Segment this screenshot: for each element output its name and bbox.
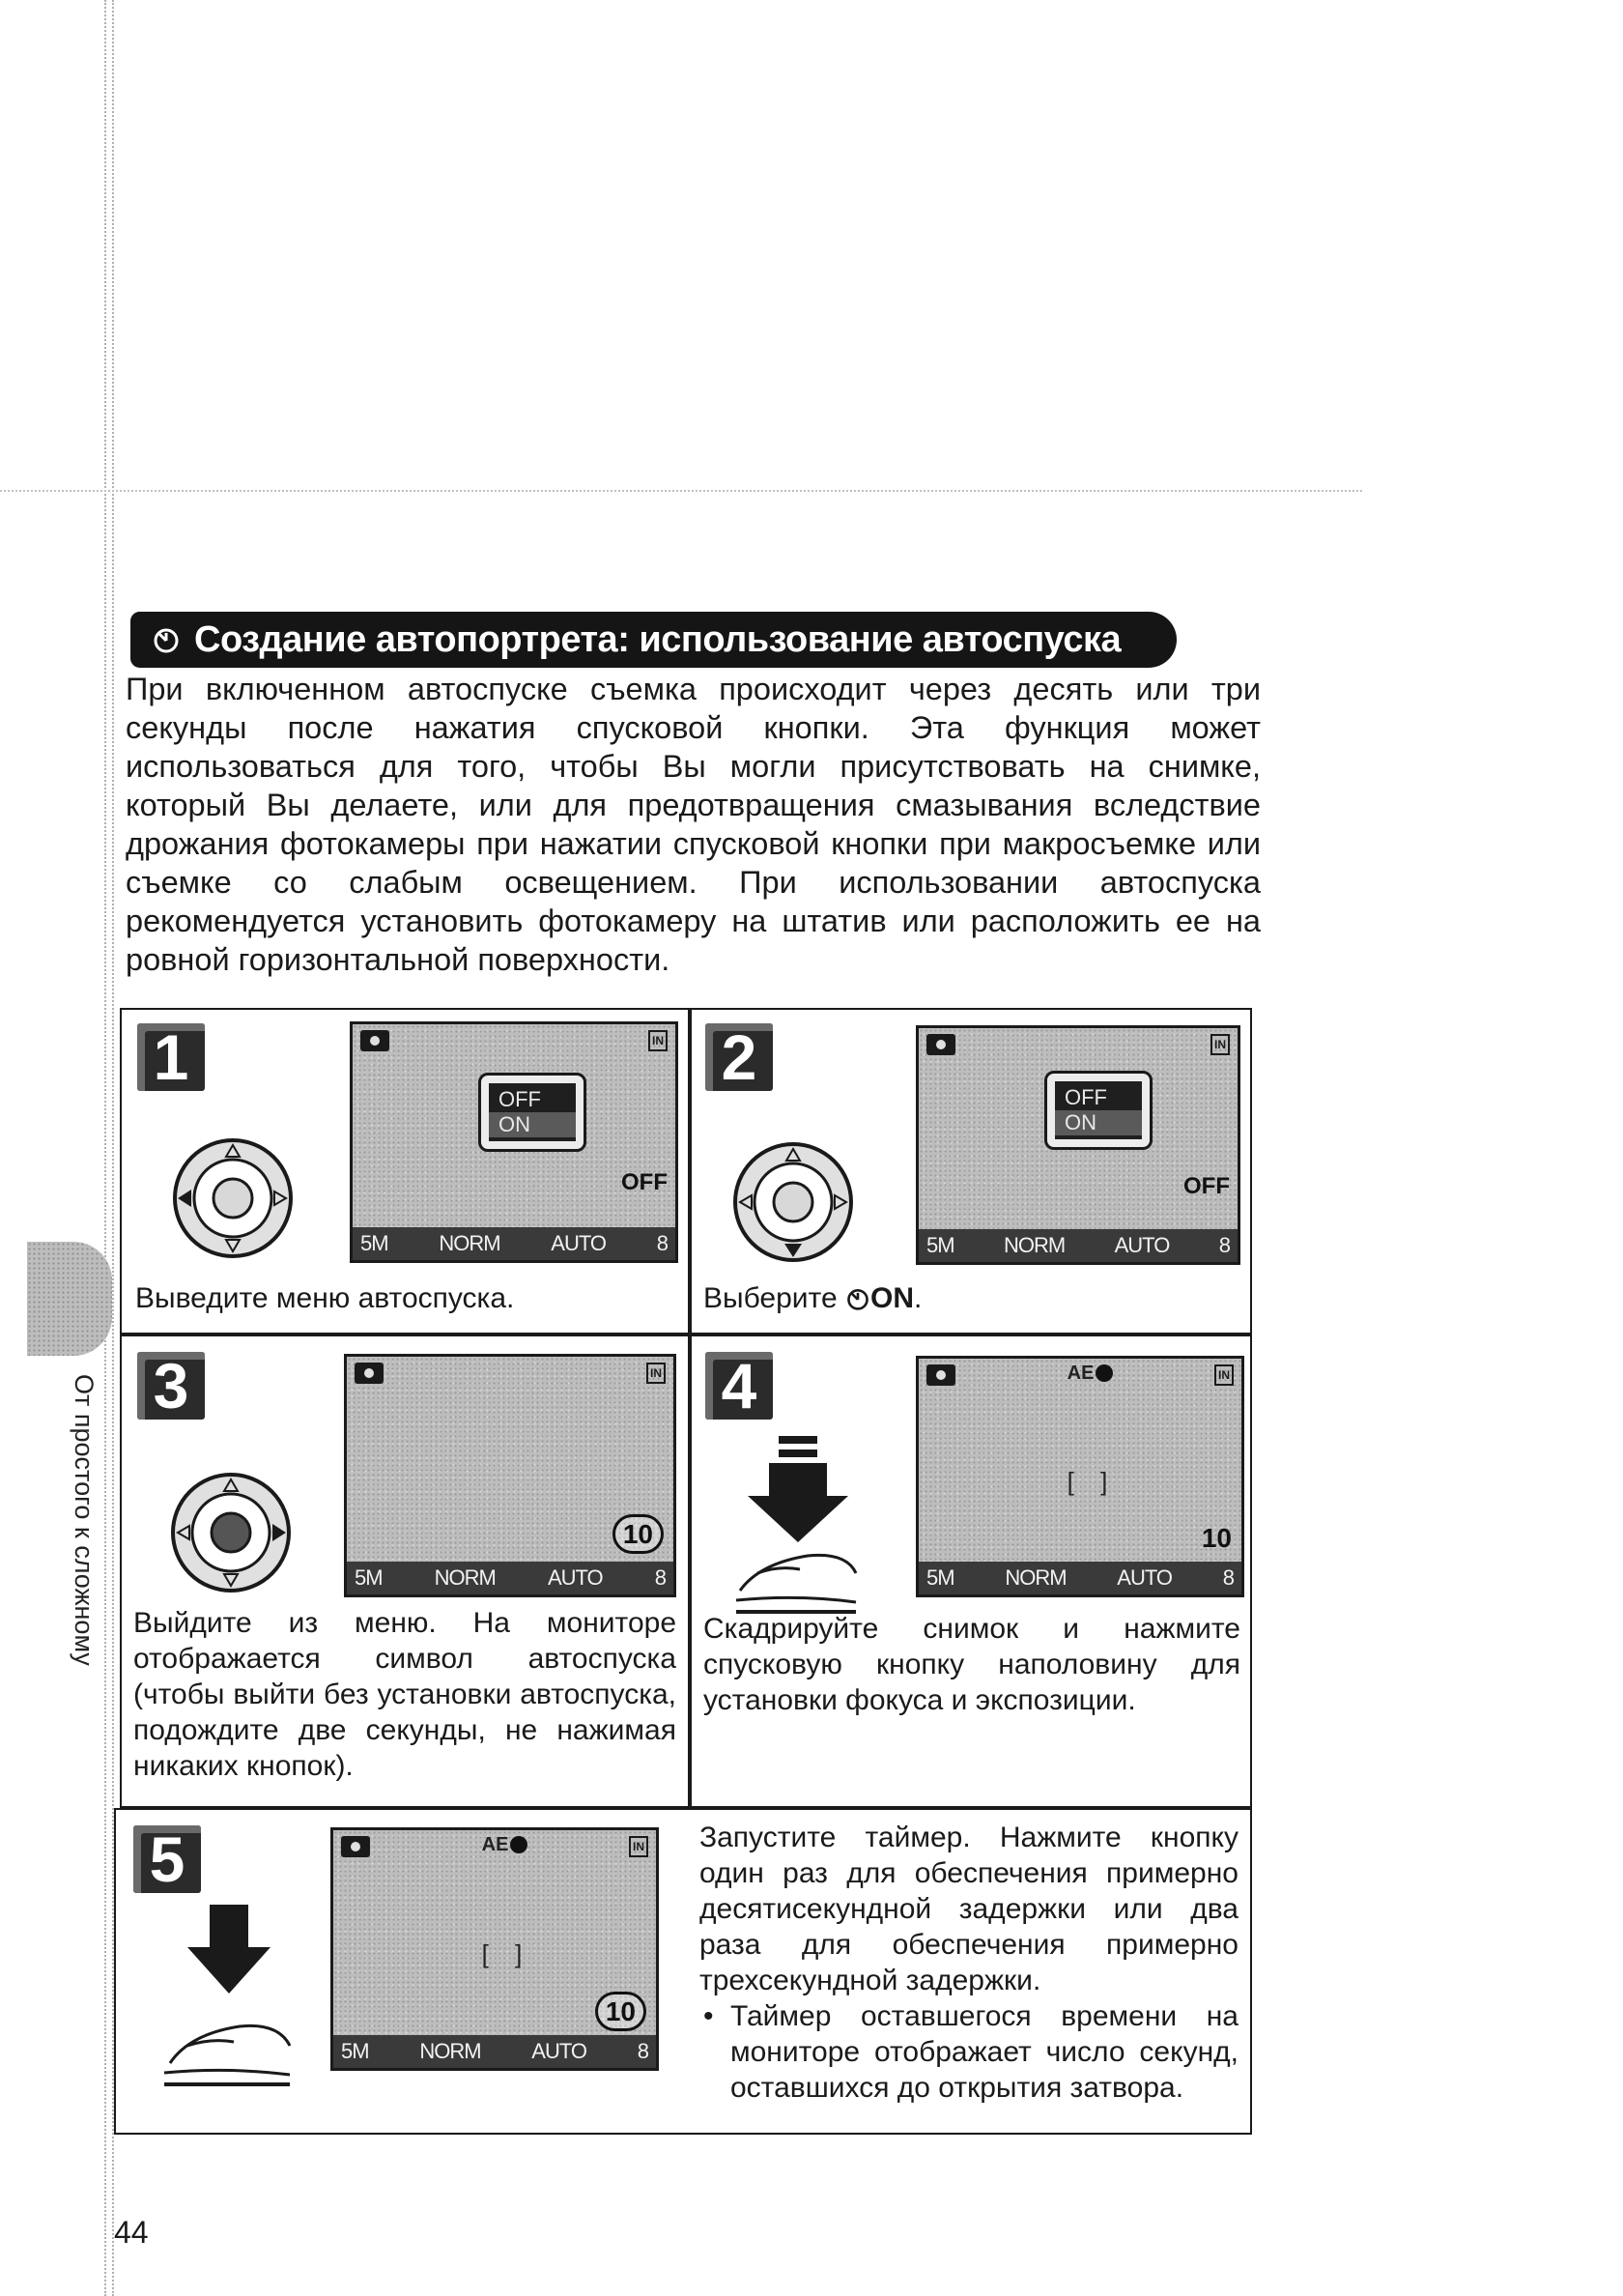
image-size: 5M [926,1233,954,1257]
step-5-text: Запустите таймер. Нажмите кнопку один раз для обеспечения примерно десятисекундной задержки или два раза для обеспечения примерно трехсекундной задержки. [699,1822,1239,1996]
step-5-bullet: • Таймер оставшегося времени на мониторе отображает число секунд, оставшихся до открытия затвора. [699,1998,1239,2106]
step-number: 4 [705,1352,773,1420]
status-bar [919,1229,1238,1262]
step-5-caption [699,1820,1239,2106]
status-bar [333,2035,656,2068]
self-timer-icon [845,1286,870,1311]
exposure-count: 8 [1222,1565,1234,1590]
step-3-panel [120,1335,690,1808]
camera-monitor [330,1827,659,2071]
camera-monitor [344,1354,676,1597]
status-bar [353,1227,675,1260]
exposure-count: 8 [637,2039,648,2063]
step-3-caption: Выйдите из меню. На мониторе отображается символ автоспуска (чтобы выйти без установки автоспуска, подождите две секунды, не нажимая никаких кнопок). [133,1607,676,1782]
focus-area: [ ] [1067,1467,1118,1497]
flash-mode: AUTO [1117,1565,1172,1590]
flash-mode: AUTO [547,1565,603,1590]
chapter-tab [27,1242,112,1356]
self-timer-indicator [612,1519,664,1550]
step-number: 5 [133,1825,201,1893]
flash-mode: AUTO [531,2039,586,2063]
multi-selector-left-icon [170,1135,296,1261]
crop-rule [0,490,1362,492]
internal-memory-icon: IN [646,1363,666,1384]
camera-monitor [916,1356,1244,1597]
camera-monitor [916,1025,1240,1265]
image-quality: NORM [1003,1233,1066,1257]
flash-mode: AUTO [551,1231,606,1255]
camera-mode-icon [926,1364,955,1386]
menu-option-off: OFF [1065,1085,1107,1109]
image-quality: NORM [419,2039,481,2063]
step-2-caption: Выберите ON. [703,1282,923,1314]
camera-mode-icon [355,1363,384,1384]
step-number: 3 [137,1352,205,1420]
camera-mode-icon [360,1030,389,1051]
camera-mode-icon [341,1836,370,1857]
step-number: 1 [137,1023,205,1091]
ae-lock-indicator: AE [1068,1363,1114,1385]
intro-paragraph: При включенном автоспуске съемка происходит через десять или три секунды после нажатия спусковой кнопки. Эта функция может использоваться для того, чтобы Вы могли присутствовать на снимке, который Вы делаете, или для предотвращения смазывания вследствие дрожания фотокамеры при нажатии спусковой кнопки при макросъемке или съемке со слабым освещением. При использовании автоспуска рекомендуется установить фотокамеру на штатив или расположить ее на ровной горизонтальной поверхности. [126,672,1261,977]
image-size: 5M [341,2039,369,2063]
menu-option-on: ON [1055,1110,1142,1135]
self-timer-off-icon: OFF [621,1169,668,1195]
exposure-count: 8 [656,1231,668,1255]
internal-memory-icon: IN [1214,1364,1234,1386]
multi-selector-right-icon [168,1470,294,1595]
step-2-panel [690,1008,1252,1335]
step-number: 2 [705,1023,773,1091]
timer-value: 10 [612,1514,664,1554]
step-1-caption: Выведите меню автоспуска. [135,1282,515,1314]
menu-option-off: OFF [498,1087,541,1111]
timer-value: 10 [595,1992,646,2031]
self-timer-indicator [595,1996,646,2027]
menu-option-on: ON [489,1112,576,1137]
page-number: 44 [114,2215,149,2250]
exposure-count: 8 [1218,1233,1230,1257]
step-5-panel [114,1808,1252,2135]
internal-memory-icon: IN [1210,1034,1230,1055]
chapter-label: От простого к сложному [70,1374,99,1666]
step-1-panel [120,1008,690,1335]
internal-memory-icon: IN [648,1030,668,1051]
exposure-count: 8 [654,1565,666,1590]
flash-mode: AUTO [1114,1233,1170,1257]
self-timer-off-icon: OFF [1183,1173,1230,1199]
self-timer-menu [478,1073,586,1152]
image-quality: NORM [434,1565,496,1590]
camera-monitor [350,1021,678,1263]
image-size: 5M [360,1231,388,1255]
section-title-bar [130,612,1177,668]
half-press-shutter-icon [730,1428,866,1622]
self-timer-indicator [1202,1523,1232,1554]
focus-area: [ ] [481,1939,532,1969]
image-size: 5M [926,1565,954,1590]
self-timer-menu [1044,1071,1153,1150]
step-4-panel [690,1335,1252,1808]
section-title: Создание автопортрета: использование автоспуска [194,618,1122,660]
status-bar [347,1562,673,1594]
margin-rule [104,0,106,2296]
self-timer-icon [152,625,181,654]
step-4-caption: Скадрируйте снимок и нажмите спусковую кнопку наполовину для установки фокуса и экспозиции. [703,1613,1240,1716]
image-quality: NORM [1005,1565,1067,1590]
image-quality: NORM [439,1231,500,1255]
status-bar [919,1562,1241,1594]
internal-memory-icon: IN [629,1836,648,1857]
timer-value: 10 [1201,1523,1232,1553]
ae-lock-indicator: AE [482,1834,528,1856]
multi-selector-down-icon [730,1139,856,1265]
image-size: 5M [355,1565,383,1590]
full-press-shutter-icon [157,1897,301,2090]
camera-mode-icon [926,1034,955,1055]
